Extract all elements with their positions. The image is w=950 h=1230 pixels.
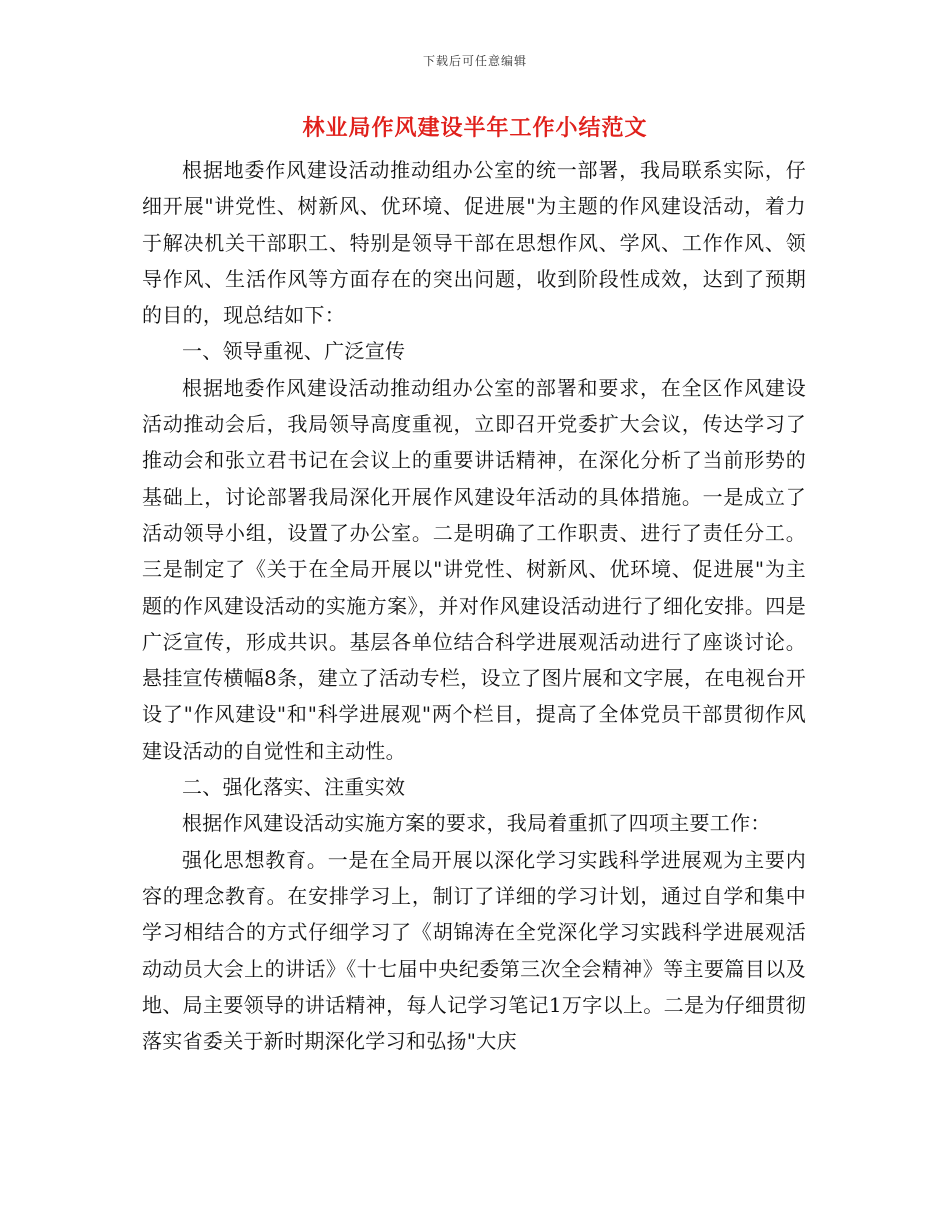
- section-heading-2: 二、强化落实、注重实效: [182, 775, 406, 800]
- paragraph-section-1: 根据地委作风建设活动推动组办公室的部署和要求，在全区作风建设活动推动会后，我局领导高度重视，立即召开党委扩大会议，传达学习了推动会和张立君书记在会议上的重要讲话精神，在深化分析了当前形势的基础上，讨论部署我局深化开展作风建设年活动的具体措施。一是成立了活动领导小组，设置了办公室。二是明确了工作职责、进行了责任分工。三是制定了《关于在全局开展以"讲党性、树新风、优环境、促进展"为主题的作风建设活动的实施方案》，并对作风建设活动进行了细化安排。四是广泛宣传，形成共识。基层各单位结合科学进展观活动进行了座谈讨论。悬挂宣传横幅8条，建立了活动专栏，设立了图片展和文字展，在电视台开设了"作风建设"和"科学进展观"两个栏目，提高了全体党员干部贯彻作风建设活动的自觉性和主动性。: [142, 375, 806, 763]
- section-heading-1: 一、领导重视、广泛宣传: [182, 339, 406, 364]
- page-header-note: 下载后可任意编辑: [422, 54, 527, 68]
- paragraph-section-2-item-1: 强化思想教育。一是在全局开展以深化学习实践科学进展观为主要内容的理念教育。在安排学习上，制订了详细的学习计划，通过自学和集中学习相结合的方式仔细学习了《胡锦涛在全党深化学习实践科学进展观活动动员大会上的讲话》《十七届中央纪委第三次全会精神》等主要篇目以及地、局主要领导的讲话精神，每人记学习笔记1万字以上。二是为仔细贯彻落实省委关于新时期深化学习和弘扬"大庆: [142, 847, 806, 1054]
- paragraph-intro: 根据地委作风建设活动推动组办公室的统一部署，我局联系实际，仔细开展"讲党性、树新风、优环境、促进展"为主题的作风建设活动，着力于解决机关干部职工、特别是领导干部在思想作风、学风、工作作风、领导作风、生活作风等方面存在的突出问题，收到阶段性成效，达到了预期的目的，现总结如下：: [142, 158, 806, 328]
- document-body: [142, 152, 806, 1059]
- paragraph-section-2-intro: 根据作风建设活动实施方案的要求，我局着重抓了四项主要工作：: [182, 811, 771, 836]
- document-title: 林业局作风建设半年工作小结范文: [302, 115, 648, 141]
